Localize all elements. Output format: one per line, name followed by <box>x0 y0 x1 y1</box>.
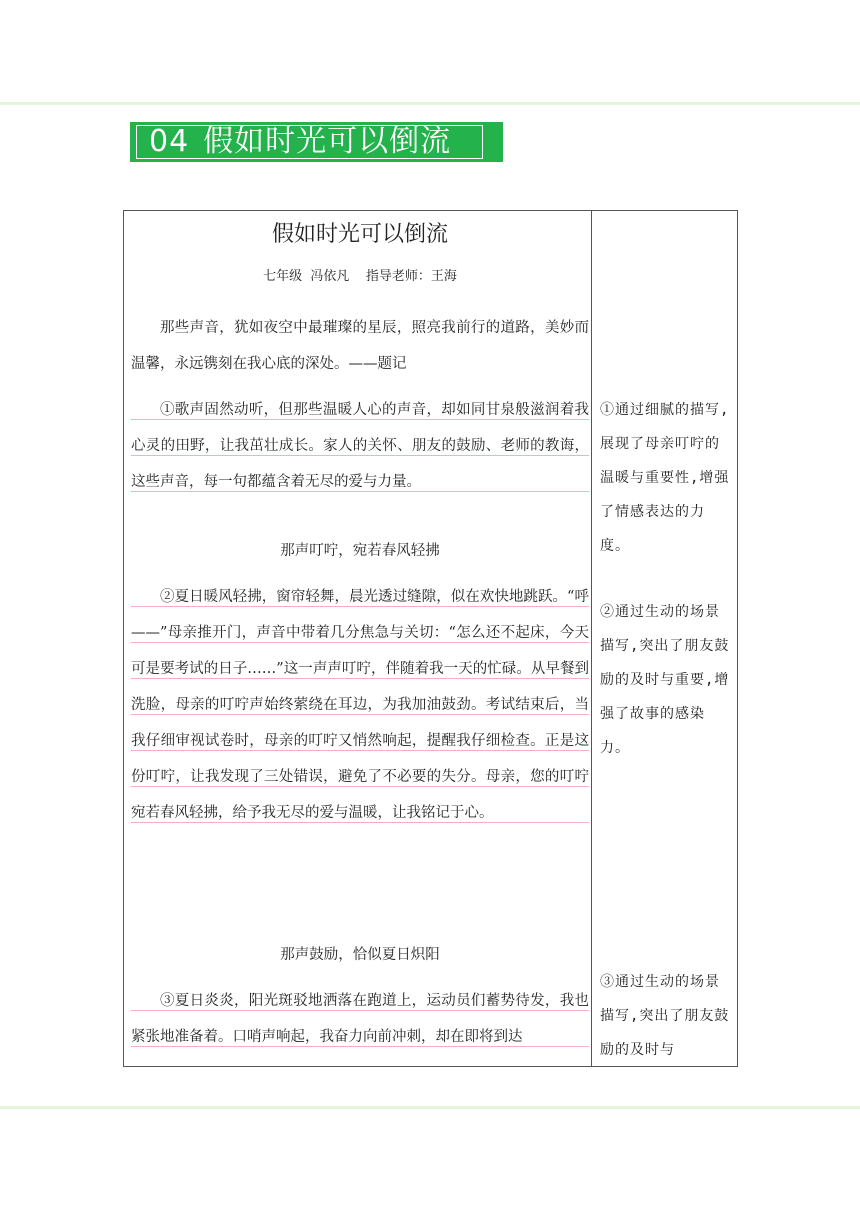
notes-column <box>600 211 734 1066</box>
essay-title: 假如时光可以倒流 <box>271 222 448 247</box>
chapter-number: 04 <box>149 124 190 159</box>
footer-rule <box>0 1106 860 1109</box>
paragraph-2: ②夏日暖风轻拂，窗帘轻舞，晨光透过缝隙，似在欢快地跳跃。“呼——”母亲推开门，声音中带着几分焦急与关切：“怎么还不起床，今天可是要考试的日子……”这一声声叮咛，伴随着我一天的忙碌。从早餐到洗脸，母亲的叮咛声始终萦绕在耳边，为我加油鼓劲。考试结束后，当我仔细审视试卷时，母亲的叮咛又悄然响起，提醒我仔细检查。正是这份叮咛，让我发现了三处错误，避免了不必要的失分。母亲，您的叮咛宛若春风轻拂，给予我无尽的爱与温暖，让我铭记于心。 <box>131 579 589 831</box>
annotation-2: ②通过生动的场景描写,突出了朋友鼓励的及时与重要,增强了故事的感染力。 <box>600 604 730 756</box>
subtitle-2: 那声鼓励，恰似夏日炽阳 <box>280 947 440 963</box>
annotation-1: ①通过细腻的描写,展现了母亲叮咛的温暖与重要性,增强了情感表达的力度。 <box>600 402 730 554</box>
author-line: 七年级 冯依凡 指导老师：王海 <box>263 269 457 284</box>
essay-column <box>131 211 589 1066</box>
essay-table <box>123 210 738 1067</box>
paragraph-3: ③夏日炎炎，阳光斑驳地洒落在跑道上，运动员们蓄势待发，我也紧张地准备着。口哨声响起，我奋力向前冲刺，却在即将到达 <box>131 983 589 1055</box>
epigraph: 那些声音，犹如夜空中最璀璨的星辰，照亮我前行的道路，美妙而温馨，永远镌刻在我心底的深处。——题记 <box>131 320 589 372</box>
chapter-title: 假如时光可以倒流 <box>203 124 452 159</box>
subtitle-1: 那声叮咛，宛若春风轻拂 <box>280 543 440 559</box>
header-rule <box>0 102 860 105</box>
chapter-banner-frame <box>136 125 483 159</box>
paragraph-1: ①歌声固然动听，但那些温暖人心的声音，却如同甘泉般滋润着我心灵的田野，让我茁壮成长。家人的关怀、朋友的鼓励、老师的教诲，这些声音，每一句都蕴含着无尽的爱与力量。 <box>131 392 589 500</box>
annotation-3: ③通过生动的场景描写,突出了朋友鼓励的及时与 <box>600 974 730 1058</box>
column-divider <box>591 211 592 1066</box>
chapter-banner <box>130 122 503 162</box>
